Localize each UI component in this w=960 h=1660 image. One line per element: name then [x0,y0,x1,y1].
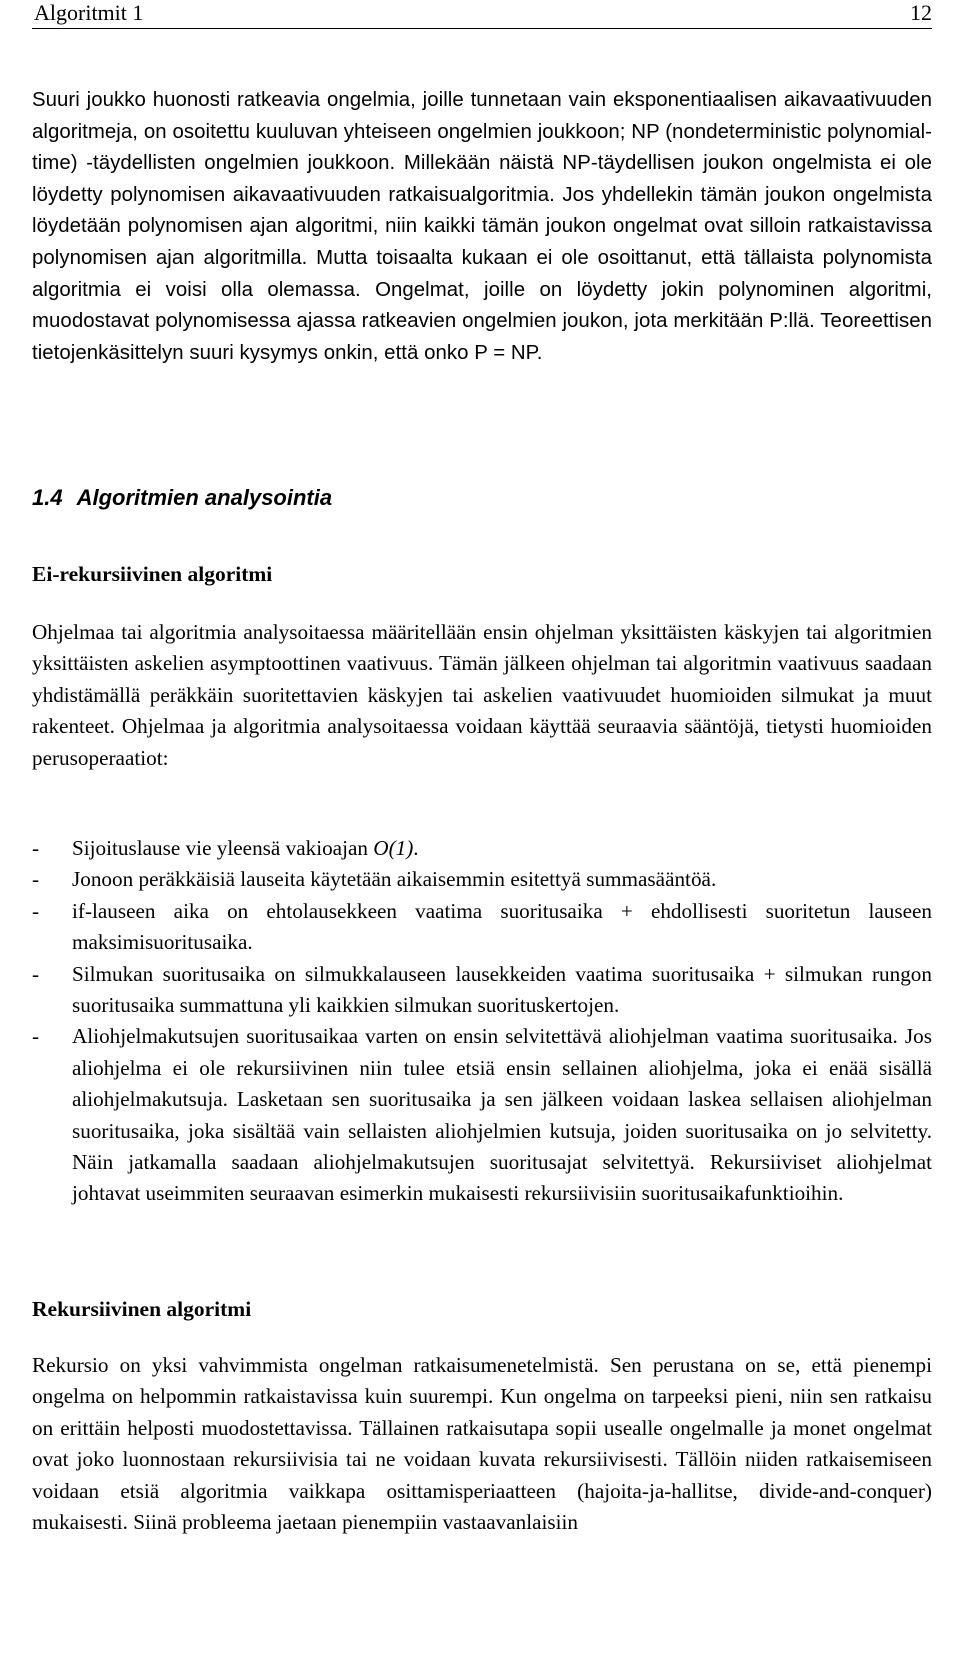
list-item [32,864,932,895]
rule-emphasis: O(1) [373,836,414,860]
page-number: 12 [910,0,932,25]
list-item [32,896,932,959]
section-number: 1.4 [32,485,63,510]
list-dash: - [32,961,40,986]
rule-text: Sijoituslause vie yleensä vakioajan [72,836,374,860]
intro-paragraph: Suuri joukko huonosti ratkeavia ongelmia, joille tunnetaan vain eksponentiaalisen aikavaativuuden algoritmeja, on osoitettu kuuluvan yhteiseen ongelmien joukkoon; NP (nondeterministic polynomial-time) -täydellisten ongelmien joukkoon. Millekään näistä NP-täydellisen joukon ongelmista ei ole löydetty polynomisen aikavaativuuden ratkaisualgoritmia. Jos yhdellekin tämän joukon ongelmista löydetään polynomisen ajan algoritmi, niin kaikki tämän joukon ongelmat ovat silloin ratkaistavissa polynomisen ajan algoritmilla. Mutta toisaalta kukaan ei ole osoittanut, että tällaista polynomista algoritmia ei voisi olla olemassa. Ongelmat, joille on löydetty jokin polynominen algoritmi, muodostavat polynomisessa ajassa ratkeavien ongelmien joukon, jota merkitään P:llä. Teoreettisen tietojenkäsittelyn suuri kysymys onkin, että onko P = NP. [32,89,932,364]
list-dash: - [32,898,40,923]
rule-text: if-lauseen aika on ehtolausekkeen vaatima suoritusaika + ehdollisesti suoritetun lauseen maksimisuoritusaika. [72,898,932,955]
section-title: Algoritmien analysointia [76,485,333,510]
section-heading [32,484,332,512]
recursive-paragraph: Rekursio on yksi vahvimmista ongelman ratkaisumenetelmistä. Sen perustana on se, että pienempi ongelma on helpommin ratkaistavissa kuin suurempi. Kun ongelma on tarpeeksi pieni, niin sen ratkaisu on erittäin helposti muodostettavissa. Tällainen ratkaisutapa sopii usealle ongelmalle ja monet ongelmat ovat joko luonnostaan rekursiivisia tai ne voidaan kuvata rekursiivisesti. Tällöin niiden ratkaisemiseen voidaan etsiä algoritmia vaikkapa osittamisperiaatteen (hajoita-ja-hallitse, divide-and-conquer) mukaisesti. Siinä probleema jaetaan pienempiin vastaavanlaisiin [32,1353,932,1535]
running-header [32,0,932,29]
rule-text: Silmukan suoritusaika on silmukkalauseen lausekkeiden vaatima suoritusaika + silmukan rungon suoritusaika summattuna yli kaikkien silmukan suorituskertojen. [72,961,932,1018]
subsection-heading-recursive: Rekursiivinen algoritmi [32,1297,252,1321]
nonrecursive-paragraph: Ohjelmaa tai algoritmia analysoitaessa määritellään ensin ohjelman yksittäisten käskyjen tai algoritmien yksittäisten askelien asymptoottinen vaativuus. Tämän jälkeen ohjelman tai algoritmin vaativuus saadaan yhdistämällä peräkkäin suoritettavien käskyjen tai askelien vaativuudet huomioiden silmukat ja muut rakenteet. Ohjelmaa ja algoritmia analysoitaessa voidaan käyttää seuraavia sääntöjä, tietysti huomioiden perusoperaatiot: [32,620,932,770]
rule-text: Aliohjelmakutsujen suoritusaikaa varten on ensin selvitettävä aliohjelman vaatima suoritusaika. Jos aliohjelma ei ole rekursiivinen niin tulee etsiä ensin sellainen aliohjelma, joka ei enää sisällä aliohjelmakutsuja. Lasketaan sen suoritusaika ja sen jälkeen voidaan laskea sellaisen aliohjelman suoritusaika, joka sisältää vain sellaisten aliohjelmien kutsuja, joiden suoritusaika on jo selvitetty. Näin jatkamalla saadaan aliohjelmakutsujen suoritusajat selvitettyä. Rekursiiviset aliohjelmat johtavat useimmiten seuraavan esimerkin mukaisesti rekursiivisiin suoritusaikafunktioihin. [72,1024,932,1206]
list-dash: - [32,1024,40,1049]
rule-text: Jonoon peräkkäisiä lauseita käytetään aikaisemmin esitettyä summasääntöä. [72,867,717,892]
list-dash: - [32,836,40,860]
subsection-heading-nonrecursive: Ei-rekursiivinen algoritmi [32,562,273,586]
list-item [32,833,932,864]
rule-tail: . [413,836,419,860]
list-item [32,959,932,1022]
list-dash: - [32,867,40,892]
analysis-rules-list [32,833,932,1210]
header-title: Algoritmit 1 [34,0,144,25]
list-item [32,1021,932,1209]
